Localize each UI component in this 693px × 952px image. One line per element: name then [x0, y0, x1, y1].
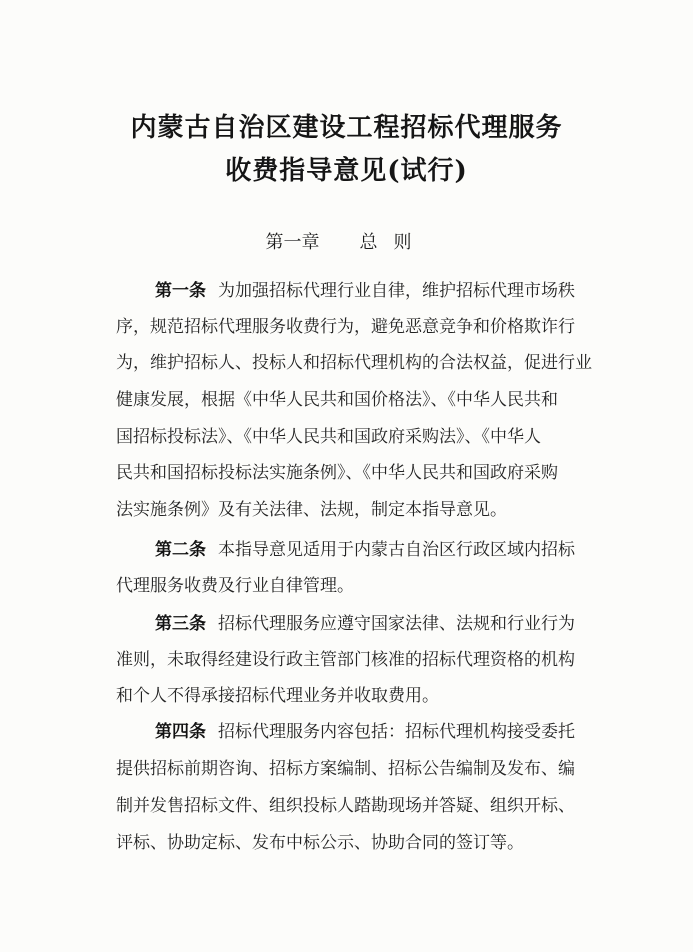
article-4-line-3: 制并发售招标文件、组织投标人踏勘现场并答疑、组织开标、 — [116, 796, 575, 816]
chapter-name: 总则 — [359, 232, 428, 253]
chapter-heading — [0, 230, 693, 256]
article-4-line-1 — [155, 719, 575, 745]
article-4-number: 第四条 — [155, 722, 206, 742]
article-1-line-1 — [155, 278, 575, 304]
document-title-line-1: 内蒙古自治区建设工程招标代理服务 — [130, 113, 563, 143]
article-1-line-2: 序，规范招标代理服务收费行为，避免恶意竞争和价格欺诈行 — [116, 317, 575, 337]
article-1-number: 第一条 — [155, 281, 206, 301]
article-3-text: 招标代理服务应遵守国家法律、法规和行业行为 — [218, 614, 575, 634]
document-title-line-2: 收费指导意见(试行) — [225, 156, 468, 186]
article-2-line-1 — [155, 537, 575, 563]
article-2-text: 本指导意见适用于内蒙古自治区行政区域内招标 — [218, 540, 575, 560]
article-4-text: 招标代理服务内容包括：招标代理机构接受委托 — [218, 722, 575, 742]
article-1-line-4: 健康发展，根据《中华人民共和国价格法》、《中华人民共和 — [116, 390, 558, 410]
article-3-line-1 — [155, 611, 575, 637]
article-2-number: 第二条 — [155, 540, 206, 560]
article-1-line-6: 民共和国招标投标法实施条例》、《中华人民共和国政府采购 — [116, 463, 558, 483]
article-1-line-7: 法实施条例》及有关法律、法规，制定本指导意见。 — [116, 500, 507, 520]
article-2-line-2: 代理服务收费及行业自律管理。 — [116, 576, 354, 596]
article-1-line-3: 为，维护招标人、投标人和招标代理机构的合法权益，促进行业 — [116, 353, 592, 373]
chapter-number: 第一章 — [265, 232, 320, 253]
article-3-number: 第三条 — [155, 614, 206, 634]
article-4-line-2: 提供招标前期咨询、招标方案编制、招标公告编制及发布、编 — [116, 759, 575, 779]
article-1-text: 为加强招标代理行业自律，维护招标代理市场秩 — [218, 281, 575, 301]
article-3-line-3: 和个人不得承接招标代理业务并收取费用。 — [116, 686, 439, 706]
article-1-line-5: 国招标投标法》、《中华人民共和国政府采购法》、《中华人 — [116, 427, 541, 447]
article-3-line-2: 准则，未取得经建设行政主管部门核准的招标代理资格的机构 — [116, 650, 575, 670]
article-4-line-4: 评标、协助定标、发布中标公示、协助合同的签订等。 — [116, 833, 524, 853]
